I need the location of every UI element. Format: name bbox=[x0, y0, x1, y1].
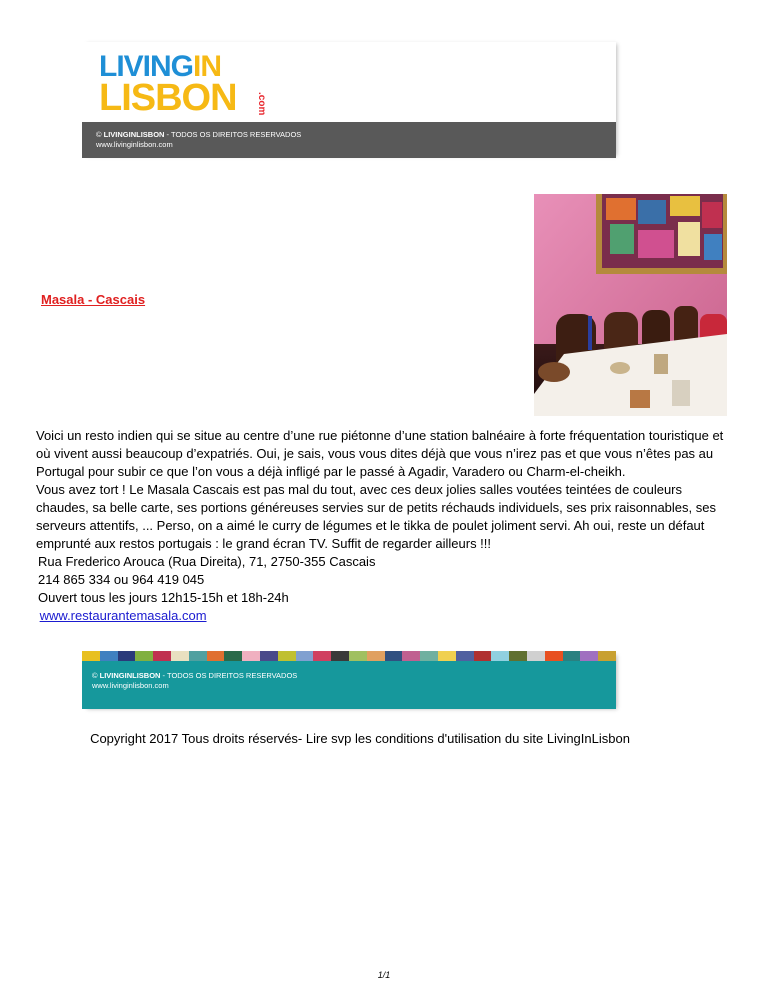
article-body bbox=[36, 427, 736, 625]
restaurant-website-link[interactable]: www.restaurantemasala.com bbox=[39, 608, 207, 623]
restaurant-address: Rua Frederico Arouca (Rua Direita), 71, 2750-355 Cascais bbox=[38, 554, 376, 569]
band-brand: LIVINGINLISBON bbox=[103, 130, 165, 139]
logo-word-in: IN bbox=[193, 50, 222, 83]
restaurant-photo bbox=[534, 194, 727, 416]
band-rights: - TODOS OS DIREITOS RESERVADOS bbox=[164, 130, 302, 139]
copyright-symbol: © bbox=[92, 671, 98, 680]
copyright-symbol: © bbox=[96, 130, 102, 139]
site-logo bbox=[99, 52, 269, 118]
band-brand: LIVINGINLISBON bbox=[99, 671, 161, 680]
header-copyright-band bbox=[82, 122, 616, 158]
band-rights: - TODOS OS DIREITOS RESERVADOS bbox=[160, 671, 298, 680]
restaurant-phone: 214 865 334 ou 964 419 045 bbox=[38, 572, 205, 587]
band-url: www.livinginlisbon.com bbox=[92, 681, 169, 690]
footer-color-mosaic bbox=[82, 651, 616, 661]
article-paragraph: Voici un resto indien qui se situe au centre d’une rue piétonne d’une station balnéaire à forte fréquentation touristique et où vivent aussi beaucoup d’expatriés. Oui, je sais, vous vous dites déjà que vous n’irez pas et que vous n’êtes pas au Portugal pour subir ce que l’on vous a déjà infligé par le passé à Agadir, Varadero ou Charm-el-cheikh. bbox=[36, 428, 724, 479]
logo-word-lisbon: LISBON bbox=[99, 77, 237, 119]
copyright-notice: Copyright 2017 Tous droits réservés- Lire svp les conditions d'utilisation du site LivingInLisbon bbox=[90, 731, 630, 746]
footer-banner bbox=[82, 651, 616, 709]
logo-suffix: .com bbox=[256, 92, 267, 116]
restaurant-hours: Ouvert tous les jours 12h15-15h et 18h-24h bbox=[38, 590, 289, 605]
article-title-link[interactable]: Masala - Cascais bbox=[41, 292, 146, 307]
logo-word-living: LIVING bbox=[99, 50, 194, 83]
band-url: www.livinginlisbon.com bbox=[96, 140, 173, 149]
header-banner bbox=[82, 42, 616, 158]
article-paragraph: Vous avez tort ! Le Masala Cascais est pas mal du tout, avec ces deux jolies salles voutées teintées de couleurs chaudes, sa belle carte, ses portions généreuses servies sur de petits réchauds individuels, ses prix raisonnables, ses serveurs attentifs, ... Perso, on a aimé le curry de légumes et le tikka de poulet joliment servi. Ah oui, reste un défaut emprunté aux restos portugais : le grand écran TV. Suffit de regarder ailleurs !!! bbox=[36, 482, 716, 551]
page-number: 1/1 bbox=[377, 970, 391, 980]
